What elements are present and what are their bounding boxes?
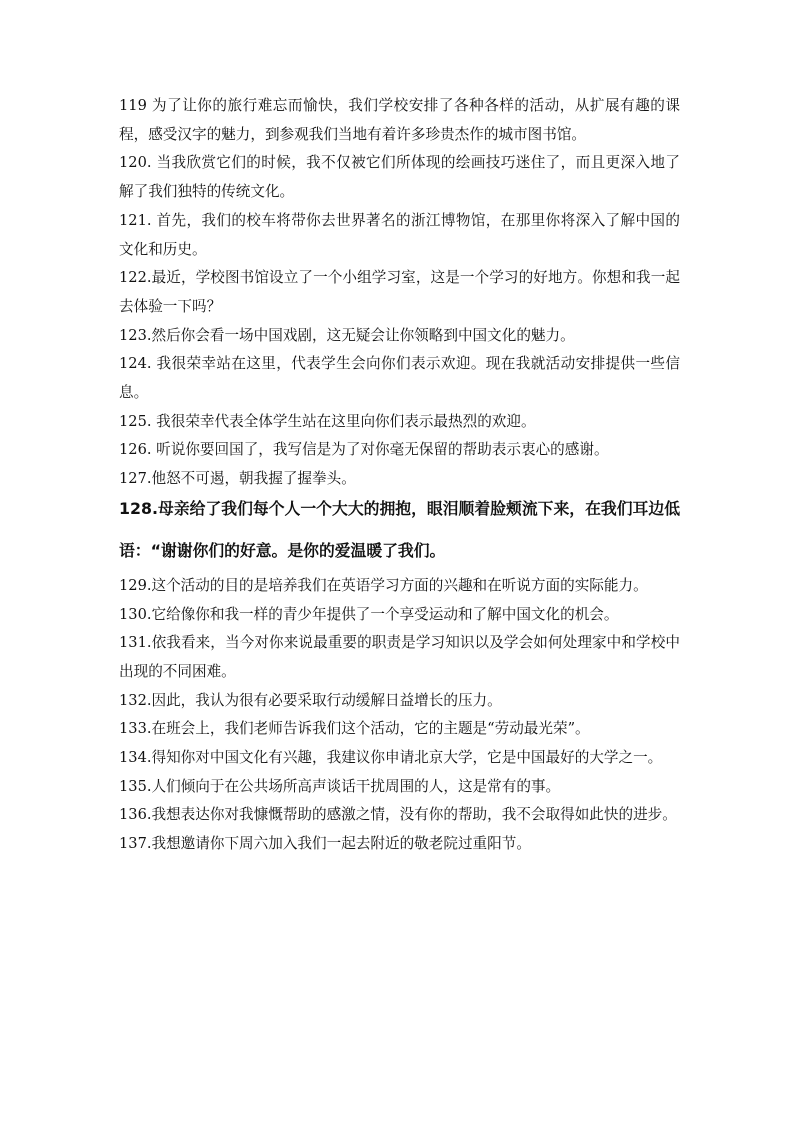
list-item: 124. 我很荣幸站在这里，代表学生会向你们表示欢迎。现在我就活动安排提供一些信息。: [119, 355, 680, 402]
list-item: 119 为了让你的旅行难忘而愉快，我们学校安排了各种各样的活动，从扩展有趣的课程，感受汉字的魅力，到参观我们当地有着许多珍贵杰作的城市图书馆。: [119, 97, 680, 143]
list-item: 120. 当我欣赏它们的时候，我不仅被它们所体现的绘画技巧迷住了，而且更深入地了解了我们独特的传统文化。: [119, 154, 680, 201]
list-item: 134.得知你对中国文化有兴趣，我建议你申请北京大学，它是中国最好的大学之一。: [119, 749, 663, 767]
list-item: 132.因此，我认为很有必要采取行动缓解日益增长的压力。: [119, 691, 502, 709]
list-item: 137.我想邀请你下周六加入我们一起去附近的敬老院过重阳节。: [119, 835, 531, 853]
list-item: 126. 听说你要回国了，我写信是为了对你毫无保留的帮助表示衷心的感谢。: [119, 441, 609, 459]
list-item: 127.他怒不可遏，朝我握了握拳头。: [119, 470, 356, 488]
list-item: 130.它给像你和我一样的青少年提供了一个享受运动和了解中国文化的机会。: [119, 605, 619, 623]
list-item: 125. 我很荣幸代表全体学生站在这里向你们表示最热烈的欢迎。: [119, 412, 536, 430]
list-item: 122.最近，学校图书馆设立了一个小组学习室，这是一个学习的好地方。你想和我一起去体验一下吗？: [119, 269, 680, 315]
list-item: 121. 首先，我们的校车将带你去世界著名的浙江博物馆，在那里你将深入了解中国的文化和历史。: [119, 211, 680, 258]
list-item: 129.这个活动的目的是培养我们在英语学习方面的兴趣和在听说方面的实际能力。: [119, 576, 648, 594]
list-item: 135.人们倾向于在公共场所高声谈话干扰周围的人，这是常有的事。: [119, 777, 561, 795]
list-item: 136.我想表达你对我慷慨帮助的感激之情，没有你的帮助，我不会取得如此快的进步。: [119, 806, 677, 824]
list-item: 133.在班会上，我们老师告诉我们这个活动，它的主题是“劳动最光荣”。: [119, 720, 590, 738]
list-item-emphasized: 128.母亲给了我们每个人一个大大的拥抱，眼泪顺着脸颊流下来，在我们耳边低语：“谢谢你们的好意。是你的爱温暖了我们。: [119, 498, 680, 560]
list-item: 123.然后你会看一场中国戏剧，这无疑会让你领略到中国文化的魅力。: [119, 326, 575, 344]
sentence-list: [119, 92, 680, 859]
list-item: 131.依我看来，当今对你来说最重要的职责是学习知识以及学会如何处理家中和学校中出现的不同困难。: [119, 634, 680, 680]
